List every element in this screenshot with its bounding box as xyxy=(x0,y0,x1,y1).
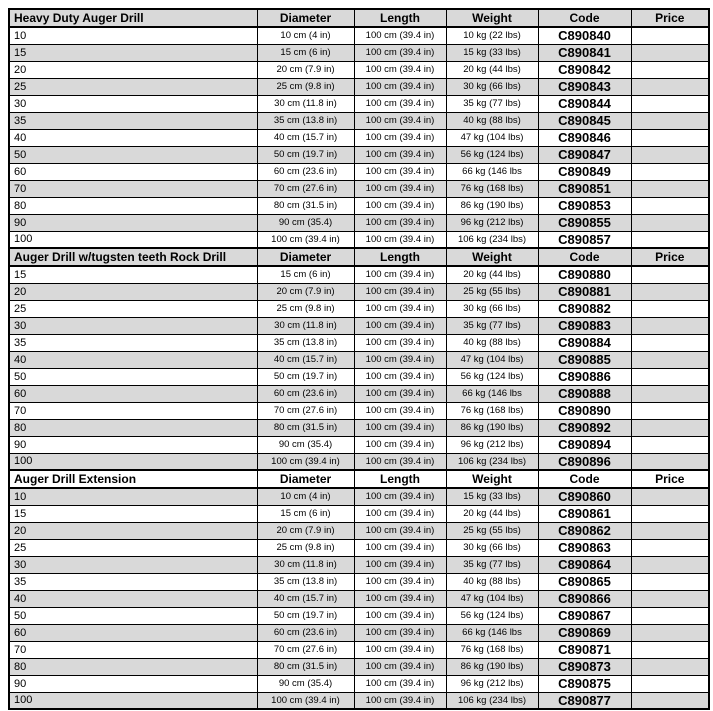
table-row xyxy=(9,44,709,61)
price-cell xyxy=(631,146,709,163)
size-cell: 15 xyxy=(9,44,257,61)
diameter-cell: 25 cm (9.8 in) xyxy=(257,539,354,556)
price-cell xyxy=(631,505,709,522)
table-row xyxy=(9,453,709,470)
section-header-row xyxy=(9,248,709,266)
table-row xyxy=(9,112,709,129)
code-cell: C890855 xyxy=(538,214,631,231)
weight-cell: 30 kg (66 lbs) xyxy=(446,78,538,95)
length-cell: 100 cm (39.4 in) xyxy=(354,112,446,129)
length-cell: 100 cm (39.4 in) xyxy=(354,453,446,470)
price-cell xyxy=(631,590,709,607)
diameter-cell: 80 cm (31.5 in) xyxy=(257,419,354,436)
table-row xyxy=(9,214,709,231)
size-cell: 70 xyxy=(9,402,257,419)
size-cell: 35 xyxy=(9,112,257,129)
table-row xyxy=(9,334,709,351)
price-cell xyxy=(631,317,709,334)
table-row xyxy=(9,607,709,624)
diameter-cell: 10 cm (4 in) xyxy=(257,488,354,505)
length-cell: 100 cm (39.4 in) xyxy=(354,573,446,590)
diameter-cell: 25 cm (9.8 in) xyxy=(257,300,354,317)
price-cell xyxy=(631,44,709,61)
table-row xyxy=(9,505,709,522)
table-row xyxy=(9,539,709,556)
price-cell xyxy=(631,351,709,368)
code-cell: C890849 xyxy=(538,163,631,180)
table-row xyxy=(9,573,709,590)
table-body xyxy=(9,9,709,709)
price-cell xyxy=(631,522,709,539)
column-header-length: Length xyxy=(354,9,446,27)
size-cell: 30 xyxy=(9,95,257,112)
price-cell xyxy=(631,402,709,419)
table-row xyxy=(9,283,709,300)
length-cell: 100 cm (39.4 in) xyxy=(354,419,446,436)
size-cell: 40 xyxy=(9,351,257,368)
price-cell xyxy=(631,453,709,470)
weight-cell: 76 kg (168 lbs) xyxy=(446,641,538,658)
weight-cell: 56 kg (124 lbs) xyxy=(446,368,538,385)
price-cell xyxy=(631,197,709,214)
length-cell: 100 cm (39.4 in) xyxy=(354,488,446,505)
size-cell: 35 xyxy=(9,334,257,351)
weight-cell: 15 kg (33 lbs) xyxy=(446,44,538,61)
weight-cell: 20 kg (44 lbs) xyxy=(446,505,538,522)
code-cell: C890871 xyxy=(538,641,631,658)
diameter-cell: 80 cm (31.5 in) xyxy=(257,197,354,214)
diameter-cell: 15 cm (6 in) xyxy=(257,266,354,283)
size-cell: 25 xyxy=(9,300,257,317)
table-row xyxy=(9,624,709,641)
diameter-cell: 90 cm (35.4) xyxy=(257,436,354,453)
code-cell: C890844 xyxy=(538,95,631,112)
length-cell: 100 cm (39.4 in) xyxy=(354,180,446,197)
size-cell: 80 xyxy=(9,419,257,436)
price-cell xyxy=(631,180,709,197)
diameter-cell: 80 cm (31.5 in) xyxy=(257,658,354,675)
code-cell: C890882 xyxy=(538,300,631,317)
length-cell: 100 cm (39.4 in) xyxy=(354,675,446,692)
table-row xyxy=(9,266,709,283)
weight-cell: 66 kg (146 lbs xyxy=(446,385,538,402)
price-cell xyxy=(631,266,709,283)
diameter-cell: 40 cm (15.7 in) xyxy=(257,351,354,368)
diameter-cell: 25 cm (9.8 in) xyxy=(257,78,354,95)
size-cell: 90 xyxy=(9,214,257,231)
catalog-page xyxy=(8,8,710,710)
diameter-cell: 20 cm (7.9 in) xyxy=(257,522,354,539)
table-row xyxy=(9,556,709,573)
column-header-code: Code xyxy=(538,248,631,266)
length-cell: 100 cm (39.4 in) xyxy=(354,44,446,61)
price-cell xyxy=(631,112,709,129)
price-cell xyxy=(631,95,709,112)
diameter-cell: 35 cm (13.8 in) xyxy=(257,334,354,351)
table-row xyxy=(9,692,709,709)
diameter-cell: 20 cm (7.9 in) xyxy=(257,61,354,78)
table-row xyxy=(9,658,709,675)
weight-cell: 47 kg (104 lbs) xyxy=(446,590,538,607)
code-cell: C890888 xyxy=(538,385,631,402)
price-cell xyxy=(631,573,709,590)
code-cell: C890847 xyxy=(538,146,631,163)
code-cell: C890862 xyxy=(538,522,631,539)
price-cell xyxy=(631,78,709,95)
weight-cell: 96 kg (212 lbs) xyxy=(446,214,538,231)
length-cell: 100 cm (39.4 in) xyxy=(354,146,446,163)
table-row xyxy=(9,368,709,385)
diameter-cell: 100 cm (39.4 in) xyxy=(257,692,354,709)
weight-cell: 96 kg (212 lbs) xyxy=(446,436,538,453)
length-cell: 100 cm (39.4 in) xyxy=(354,351,446,368)
length-cell: 100 cm (39.4 in) xyxy=(354,300,446,317)
diameter-cell: 15 cm (6 in) xyxy=(257,44,354,61)
length-cell: 100 cm (39.4 in) xyxy=(354,658,446,675)
code-cell: C890866 xyxy=(538,590,631,607)
price-cell xyxy=(631,436,709,453)
column-header-weight: Weight xyxy=(446,9,538,27)
code-cell: C890892 xyxy=(538,419,631,436)
size-cell: 30 xyxy=(9,556,257,573)
price-cell xyxy=(631,368,709,385)
size-cell: 10 xyxy=(9,488,257,505)
length-cell: 100 cm (39.4 in) xyxy=(354,556,446,573)
diameter-cell: 15 cm (6 in) xyxy=(257,505,354,522)
weight-cell: 86 kg (190 lbs) xyxy=(446,197,538,214)
code-cell: C890841 xyxy=(538,44,631,61)
weight-cell: 66 kg (146 lbs xyxy=(446,163,538,180)
length-cell: 100 cm (39.4 in) xyxy=(354,283,446,300)
code-cell: C890857 xyxy=(538,231,631,248)
length-cell: 100 cm (39.4 in) xyxy=(354,505,446,522)
column-header-code: Code xyxy=(538,470,631,488)
table-row xyxy=(9,231,709,248)
price-cell xyxy=(631,692,709,709)
weight-cell: 86 kg (190 lbs) xyxy=(446,658,538,675)
length-cell: 100 cm (39.4 in) xyxy=(354,590,446,607)
code-cell: C890864 xyxy=(538,556,631,573)
table-row xyxy=(9,641,709,658)
price-cell xyxy=(631,334,709,351)
length-cell: 100 cm (39.4 in) xyxy=(354,163,446,180)
column-header-weight: Weight xyxy=(446,248,538,266)
table-row xyxy=(9,419,709,436)
diameter-cell: 40 cm (15.7 in) xyxy=(257,590,354,607)
code-cell: C890867 xyxy=(538,607,631,624)
length-cell: 100 cm (39.4 in) xyxy=(354,641,446,658)
size-cell: 10 xyxy=(9,27,257,44)
size-cell: 40 xyxy=(9,590,257,607)
weight-cell: 15 kg (33 lbs) xyxy=(446,488,538,505)
weight-cell: 30 kg (66 lbs) xyxy=(446,539,538,556)
table-row xyxy=(9,146,709,163)
weight-cell: 96 kg (212 lbs) xyxy=(446,675,538,692)
column-header-diameter: Diameter xyxy=(257,248,354,266)
weight-cell: 47 kg (104 lbs) xyxy=(446,351,538,368)
size-cell: 50 xyxy=(9,368,257,385)
code-cell: C890875 xyxy=(538,675,631,692)
size-cell: 80 xyxy=(9,658,257,675)
code-cell: C890869 xyxy=(538,624,631,641)
price-cell xyxy=(631,624,709,641)
length-cell: 100 cm (39.4 in) xyxy=(354,231,446,248)
price-cell xyxy=(631,300,709,317)
weight-cell: 56 kg (124 lbs) xyxy=(446,607,538,624)
size-cell: 100 xyxy=(9,453,257,470)
table-row xyxy=(9,129,709,146)
length-cell: 100 cm (39.4 in) xyxy=(354,368,446,385)
section-title: Heavy Duty Auger Drill xyxy=(9,9,257,27)
weight-cell: 30 kg (66 lbs) xyxy=(446,300,538,317)
size-cell: 100 xyxy=(9,231,257,248)
section-header-row xyxy=(9,9,709,27)
weight-cell: 106 kg (234 lbs) xyxy=(446,453,538,470)
length-cell: 100 cm (39.4 in) xyxy=(354,129,446,146)
weight-cell: 106 kg (234 lbs) xyxy=(446,692,538,709)
diameter-cell: 100 cm (39.4 in) xyxy=(257,231,354,248)
weight-cell: 10 kg (22 lbs) xyxy=(446,27,538,44)
weight-cell: 35 kg (77 lbs) xyxy=(446,556,538,573)
price-cell xyxy=(631,129,709,146)
weight-cell: 40 kg (88 lbs) xyxy=(446,573,538,590)
length-cell: 100 cm (39.4 in) xyxy=(354,402,446,419)
column-header-weight: Weight xyxy=(446,470,538,488)
code-cell: C890851 xyxy=(538,180,631,197)
code-cell: C890845 xyxy=(538,112,631,129)
size-cell: 100 xyxy=(9,692,257,709)
diameter-cell: 50 cm (19.7 in) xyxy=(257,607,354,624)
code-cell: C890881 xyxy=(538,283,631,300)
weight-cell: 76 kg (168 lbs) xyxy=(446,402,538,419)
weight-cell: 25 kg (55 lbs) xyxy=(446,283,538,300)
column-header-length: Length xyxy=(354,248,446,266)
weight-cell: 20 kg (44 lbs) xyxy=(446,266,538,283)
column-header-diameter: Diameter xyxy=(257,470,354,488)
table-row xyxy=(9,590,709,607)
diameter-cell: 100 cm (39.4 in) xyxy=(257,453,354,470)
length-cell: 100 cm (39.4 in) xyxy=(354,539,446,556)
diameter-cell: 60 cm (23.6 in) xyxy=(257,624,354,641)
length-cell: 100 cm (39.4 in) xyxy=(354,385,446,402)
length-cell: 100 cm (39.4 in) xyxy=(354,95,446,112)
price-cell xyxy=(631,539,709,556)
size-cell: 60 xyxy=(9,624,257,641)
column-header-price: Price xyxy=(631,9,709,27)
diameter-cell: 30 cm (11.8 in) xyxy=(257,317,354,334)
auger-drill-price-table xyxy=(8,8,710,710)
table-row xyxy=(9,522,709,539)
table-row xyxy=(9,300,709,317)
diameter-cell: 35 cm (13.8 in) xyxy=(257,573,354,590)
size-cell: 30 xyxy=(9,317,257,334)
price-cell xyxy=(631,607,709,624)
price-cell xyxy=(631,231,709,248)
column-header-code: Code xyxy=(538,9,631,27)
diameter-cell: 70 cm (27.6 in) xyxy=(257,641,354,658)
code-cell: C890890 xyxy=(538,402,631,419)
price-cell xyxy=(631,283,709,300)
table-row xyxy=(9,385,709,402)
code-cell: C890846 xyxy=(538,129,631,146)
code-cell: C890840 xyxy=(538,27,631,44)
diameter-cell: 70 cm (27.6 in) xyxy=(257,180,354,197)
code-cell: C890865 xyxy=(538,573,631,590)
length-cell: 100 cm (39.4 in) xyxy=(354,607,446,624)
diameter-cell: 90 cm (35.4) xyxy=(257,675,354,692)
table-row xyxy=(9,61,709,78)
code-cell: C890894 xyxy=(538,436,631,453)
price-cell xyxy=(631,61,709,78)
price-cell xyxy=(631,419,709,436)
size-cell: 60 xyxy=(9,163,257,180)
size-cell: 60 xyxy=(9,385,257,402)
price-cell xyxy=(631,641,709,658)
section-title: Auger Drill w/tugsten teeth Rock Drill xyxy=(9,248,257,266)
weight-cell: 56 kg (124 lbs) xyxy=(446,146,538,163)
length-cell: 100 cm (39.4 in) xyxy=(354,522,446,539)
length-cell: 100 cm (39.4 in) xyxy=(354,214,446,231)
weight-cell: 76 kg (168 lbs) xyxy=(446,180,538,197)
length-cell: 100 cm (39.4 in) xyxy=(354,334,446,351)
price-cell xyxy=(631,214,709,231)
code-cell: C890860 xyxy=(538,488,631,505)
code-cell: C890880 xyxy=(538,266,631,283)
code-cell: C890884 xyxy=(538,334,631,351)
code-cell: C890886 xyxy=(538,368,631,385)
price-cell xyxy=(631,27,709,44)
column-header-diameter: Diameter xyxy=(257,9,354,27)
length-cell: 100 cm (39.4 in) xyxy=(354,624,446,641)
table-row xyxy=(9,95,709,112)
code-cell: C890863 xyxy=(538,539,631,556)
table-row xyxy=(9,163,709,180)
diameter-cell: 60 cm (23.6 in) xyxy=(257,163,354,180)
diameter-cell: 70 cm (27.6 in) xyxy=(257,402,354,419)
column-header-price: Price xyxy=(631,470,709,488)
diameter-cell: 40 cm (15.7 in) xyxy=(257,129,354,146)
diameter-cell: 90 cm (35.4) xyxy=(257,214,354,231)
code-cell: C890877 xyxy=(538,692,631,709)
price-cell xyxy=(631,556,709,573)
table-row xyxy=(9,180,709,197)
diameter-cell: 60 cm (23.6 in) xyxy=(257,385,354,402)
size-cell: 25 xyxy=(9,539,257,556)
table-row xyxy=(9,78,709,95)
column-header-price: Price xyxy=(631,248,709,266)
size-cell: 50 xyxy=(9,607,257,624)
length-cell: 100 cm (39.4 in) xyxy=(354,27,446,44)
code-cell: C890883 xyxy=(538,317,631,334)
size-cell: 25 xyxy=(9,78,257,95)
length-cell: 100 cm (39.4 in) xyxy=(354,266,446,283)
code-cell: C890842 xyxy=(538,61,631,78)
weight-cell: 35 kg (77 lbs) xyxy=(446,317,538,334)
weight-cell: 40 kg (88 lbs) xyxy=(446,112,538,129)
diameter-cell: 50 cm (19.7 in) xyxy=(257,146,354,163)
size-cell: 70 xyxy=(9,641,257,658)
diameter-cell: 30 cm (11.8 in) xyxy=(257,556,354,573)
code-cell: C890873 xyxy=(538,658,631,675)
size-cell: 20 xyxy=(9,522,257,539)
weight-cell: 40 kg (88 lbs) xyxy=(446,334,538,351)
weight-cell: 106 kg (234 lbs) xyxy=(446,231,538,248)
length-cell: 100 cm (39.4 in) xyxy=(354,78,446,95)
weight-cell: 35 kg (77 lbs) xyxy=(446,95,538,112)
code-cell: C890896 xyxy=(538,453,631,470)
size-cell: 20 xyxy=(9,61,257,78)
price-cell xyxy=(631,163,709,180)
size-cell: 20 xyxy=(9,283,257,300)
table-row xyxy=(9,436,709,453)
diameter-cell: 10 cm (4 in) xyxy=(257,27,354,44)
table-row xyxy=(9,197,709,214)
price-cell xyxy=(631,658,709,675)
size-cell: 40 xyxy=(9,129,257,146)
weight-cell: 20 kg (44 lbs) xyxy=(446,61,538,78)
diameter-cell: 35 cm (13.8 in) xyxy=(257,112,354,129)
table-row xyxy=(9,351,709,368)
size-cell: 70 xyxy=(9,180,257,197)
weight-cell: 25 kg (55 lbs) xyxy=(446,522,538,539)
size-cell: 15 xyxy=(9,505,257,522)
section-header-row xyxy=(9,470,709,488)
table-row xyxy=(9,27,709,44)
table-row xyxy=(9,402,709,419)
code-cell: C890843 xyxy=(538,78,631,95)
weight-cell: 47 kg (104 lbs) xyxy=(446,129,538,146)
diameter-cell: 30 cm (11.8 in) xyxy=(257,95,354,112)
diameter-cell: 20 cm (7.9 in) xyxy=(257,283,354,300)
size-cell: 90 xyxy=(9,436,257,453)
table-row xyxy=(9,317,709,334)
size-cell: 35 xyxy=(9,573,257,590)
price-cell xyxy=(631,385,709,402)
size-cell: 80 xyxy=(9,197,257,214)
table-row xyxy=(9,675,709,692)
section-title: Auger Drill Extension xyxy=(9,470,257,488)
length-cell: 100 cm (39.4 in) xyxy=(354,197,446,214)
price-cell xyxy=(631,675,709,692)
length-cell: 100 cm (39.4 in) xyxy=(354,61,446,78)
code-cell: C890853 xyxy=(538,197,631,214)
code-cell: C890885 xyxy=(538,351,631,368)
weight-cell: 86 kg (190 lbs) xyxy=(446,419,538,436)
length-cell: 100 cm (39.4 in) xyxy=(354,692,446,709)
code-cell: C890861 xyxy=(538,505,631,522)
length-cell: 100 cm (39.4 in) xyxy=(354,317,446,334)
diameter-cell: 50 cm (19.7 in) xyxy=(257,368,354,385)
price-cell xyxy=(631,488,709,505)
table-row xyxy=(9,488,709,505)
size-cell: 15 xyxy=(9,266,257,283)
length-cell: 100 cm (39.4 in) xyxy=(354,436,446,453)
size-cell: 90 xyxy=(9,675,257,692)
column-header-length: Length xyxy=(354,470,446,488)
weight-cell: 66 kg (146 lbs xyxy=(446,624,538,641)
size-cell: 50 xyxy=(9,146,257,163)
